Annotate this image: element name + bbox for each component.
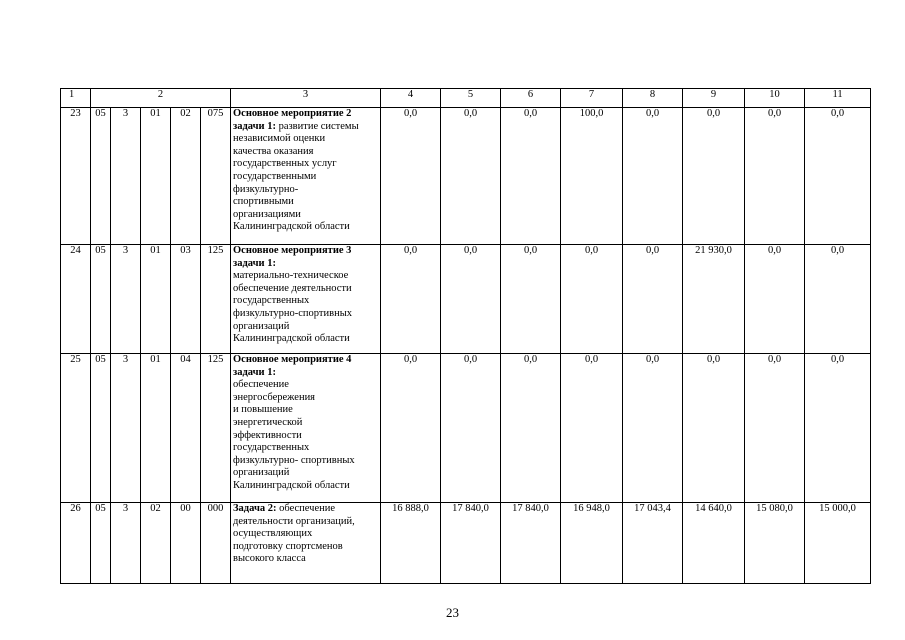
value-cell: 0,0	[501, 354, 561, 503]
value-cell: 0,0	[381, 108, 441, 245]
code-cell: 05	[91, 245, 111, 354]
description-text: физкультурно- спортивных	[233, 454, 355, 466]
code-cell: 01	[141, 245, 171, 354]
description-text: государственных	[233, 295, 310, 307]
code-cell: 125	[201, 245, 231, 354]
description-line	[233, 171, 378, 184]
description-text: высокого класса	[233, 553, 306, 565]
description-line	[233, 108, 378, 121]
value-cell: 17 840,0	[441, 503, 501, 584]
code-cell: 00	[171, 503, 201, 584]
header-cell-6: 6	[501, 89, 561, 108]
value-cell: 0,0	[441, 108, 501, 245]
row-number-cell: 24	[61, 245, 91, 354]
description-text: обеспечение деятельности	[233, 282, 352, 294]
code-cell: 3	[111, 108, 141, 245]
value-cell: 0,0	[501, 245, 561, 354]
description-line	[233, 209, 378, 222]
description-text: государственных услуг	[233, 158, 337, 170]
description-line	[233, 258, 378, 271]
value-cell: 0,0	[745, 354, 805, 503]
row-number-cell: 26	[61, 503, 91, 584]
description-text: подготовку спортсменов	[233, 540, 343, 552]
description-cell	[231, 108, 381, 245]
description-line	[233, 158, 378, 171]
description-line	[233, 354, 378, 367]
value-cell: 0,0	[501, 108, 561, 245]
description-text: и повышение	[233, 404, 293, 416]
value-cell: 0,0	[561, 245, 623, 354]
value-cell: 0,0	[441, 354, 501, 503]
table-body	[61, 108, 871, 584]
description-text: организациями	[233, 208, 301, 220]
description-line	[233, 270, 378, 283]
header-cell-2: 2	[91, 89, 231, 108]
description-text: осуществляющих	[233, 528, 313, 540]
header-cell-10: 10	[745, 89, 805, 108]
value-cell: 0,0	[745, 245, 805, 354]
description-bold-text: задачи 1:	[233, 257, 276, 269]
description-text: энергосбережения	[233, 391, 316, 403]
value-cell: 0,0	[805, 245, 871, 354]
description-line	[233, 455, 378, 468]
value-cell: 17 840,0	[501, 503, 561, 584]
value-cell: 0,0	[561, 354, 623, 503]
code-cell: 3	[111, 354, 141, 503]
value-cell: 0,0	[381, 245, 441, 354]
value-cell: 0,0	[381, 354, 441, 503]
description-bold-text: Основное мероприятие 3	[233, 245, 352, 256]
description-text: Калининградской области	[233, 221, 350, 233]
value-cell: 0,0	[745, 108, 805, 245]
header-cell-3: 3	[231, 89, 381, 108]
description-text: спортивными	[233, 196, 294, 208]
description-line	[233, 417, 378, 430]
description-bold-text: задачи 1:	[233, 366, 276, 378]
description-line	[233, 392, 378, 405]
description-text: Калининградской области	[233, 333, 350, 345]
header-cell-11: 11	[805, 89, 871, 108]
description-line	[233, 528, 378, 541]
description-line	[233, 196, 378, 209]
description-line	[233, 321, 378, 334]
description-line	[233, 245, 378, 258]
code-cell: 02	[171, 108, 201, 245]
code-cell: 05	[91, 503, 111, 584]
code-cell: 000	[201, 503, 231, 584]
header-cell-4: 4	[381, 89, 441, 108]
description-cell	[231, 503, 381, 584]
description-text: энергетической	[233, 416, 303, 428]
header-cell-5: 5	[441, 89, 501, 108]
description-text: организаций	[233, 467, 290, 479]
table-header-row	[61, 89, 871, 108]
code-cell: 075	[201, 108, 231, 245]
description-line	[233, 442, 378, 455]
description-text: материально-техническое	[233, 270, 349, 282]
value-cell: 21 930,0	[683, 245, 745, 354]
description-line	[233, 367, 378, 380]
value-cell: 0,0	[623, 108, 683, 245]
description-text: государственных	[233, 442, 310, 454]
description-line	[233, 430, 378, 443]
description-text: качества оказания	[233, 145, 314, 157]
description-line	[233, 404, 378, 417]
description-text: независимой оценки	[233, 133, 326, 145]
description-cell	[231, 245, 381, 354]
code-cell: 05	[91, 354, 111, 503]
description-line	[233, 184, 378, 197]
table-row	[61, 108, 871, 245]
header-cell-1: 1	[61, 89, 91, 108]
budget-table-sheet	[60, 88, 870, 584]
description-text: физкультурно-	[233, 183, 299, 195]
code-cell: 05	[91, 108, 111, 245]
description-line	[233, 133, 378, 146]
description-text: государственными	[233, 170, 317, 182]
code-cell: 02	[141, 503, 171, 584]
value-cell: 0,0	[805, 108, 871, 245]
description-line	[233, 333, 378, 346]
description-line	[233, 221, 378, 234]
description-line	[233, 516, 378, 529]
code-cell: 3	[111, 245, 141, 354]
code-cell: 03	[171, 245, 201, 354]
value-cell: 16 888,0	[381, 503, 441, 584]
row-number-cell: 25	[61, 354, 91, 503]
code-cell: 125	[201, 354, 231, 503]
description-line	[233, 308, 378, 321]
description-line	[233, 553, 378, 566]
description-text: обеспечение	[233, 379, 289, 391]
description-line	[233, 295, 378, 308]
description-text: физкультурно-спортивных	[233, 307, 353, 319]
value-cell: 0,0	[441, 245, 501, 354]
value-cell: 0,0	[623, 245, 683, 354]
row-number-cell: 23	[61, 108, 91, 245]
value-cell: 100,0	[561, 108, 623, 245]
code-cell: 01	[141, 108, 171, 245]
table-row	[61, 245, 871, 354]
budget-table	[60, 88, 871, 584]
table-row	[61, 503, 871, 584]
description-line	[233, 480, 378, 493]
description-bold-text: Основное мероприятие 4	[233, 354, 352, 365]
table-row	[61, 354, 871, 503]
code-cell: 3	[111, 503, 141, 584]
description-text: развитие системы	[275, 120, 359, 132]
value-cell: 16 948,0	[561, 503, 623, 584]
description-text: обеспечение	[276, 503, 336, 514]
value-cell: 0,0	[683, 354, 745, 503]
value-cell: 0,0	[805, 354, 871, 503]
value-cell: 0,0	[683, 108, 745, 245]
description-text: Калининградской области	[233, 479, 350, 491]
description-line	[233, 503, 378, 516]
header-cell-7: 7	[561, 89, 623, 108]
description-text: организаций	[233, 320, 290, 332]
value-cell: 15 000,0	[805, 503, 871, 584]
description-bold-text: Основное мероприятие 2	[233, 108, 352, 119]
code-cell: 04	[171, 354, 201, 503]
description-cell	[231, 354, 381, 503]
value-cell: 15 080,0	[745, 503, 805, 584]
description-bold-text: задачи 1:	[233, 120, 276, 132]
value-cell: 14 640,0	[683, 503, 745, 584]
value-cell: 17 043,4	[623, 503, 683, 584]
description-line	[233, 379, 378, 392]
value-cell: 0,0	[623, 354, 683, 503]
description-line	[233, 121, 378, 134]
description-text: деятельности организаций,	[233, 515, 355, 527]
description-text: эффективности	[233, 429, 302, 441]
header-cell-9: 9	[683, 89, 745, 108]
description-line	[233, 146, 378, 159]
page-number: 23	[446, 605, 459, 620]
description-line	[233, 467, 378, 480]
header-cell-8: 8	[623, 89, 683, 108]
code-cell: 01	[141, 354, 171, 503]
description-bold-text: Задача 2:	[233, 503, 277, 514]
description-line	[233, 541, 378, 554]
description-line	[233, 283, 378, 296]
